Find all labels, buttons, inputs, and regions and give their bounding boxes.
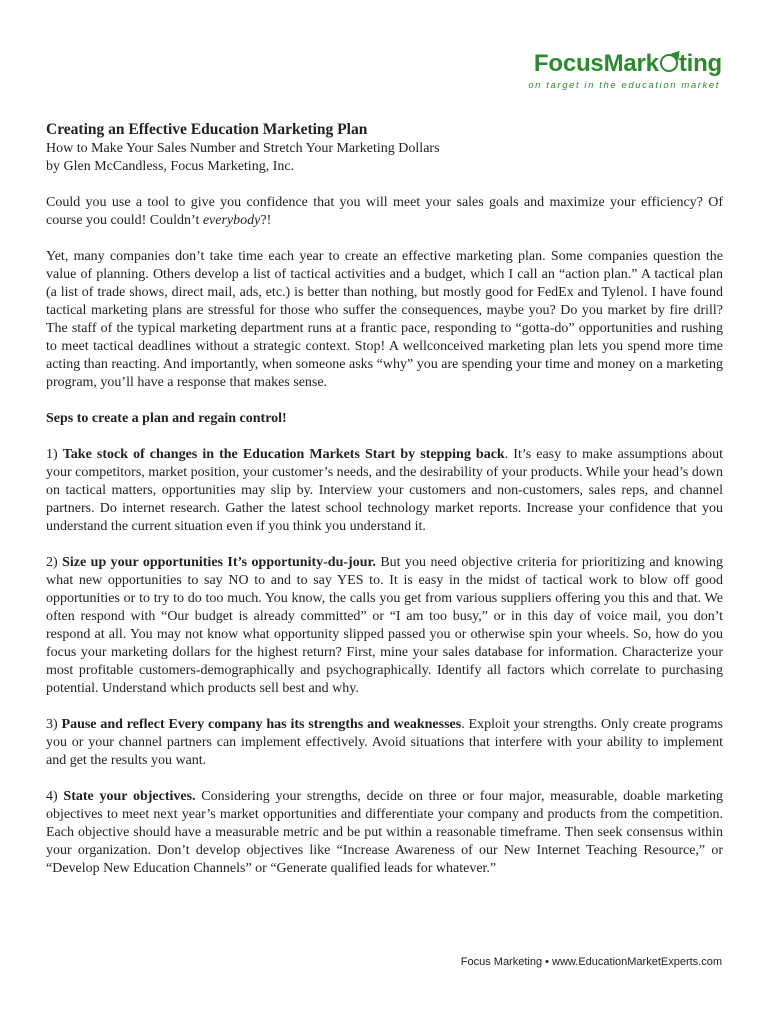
article <box>46 120 723 896</box>
step-3 <box>46 716 723 770</box>
article-byline: by Glen McCandless, Focus Marketing, Inc. <box>46 159 295 174</box>
page-footer <box>461 956 722 968</box>
logo-text-part2: ting <box>678 50 722 77</box>
footer-separator: • <box>542 956 553 968</box>
focus-marketing-logo <box>472 50 722 94</box>
step-number: 4) <box>46 789 64 804</box>
step-body: Considering your strengths, decide on three or four major, measurable, doable marketing objectives to meet next year’s market opportunities and differentiate your company and products from the competition. Each objective should have a measurable metric and be put within a reasonable timeframe. Then seek consensus within your organization. Don’t develop objectives like “Increase Awareness of our New Internet Teaching Resource,” or “Develop New Education Channels” or “Generate qualified leads for whatever.” <box>46 789 723 876</box>
step-number: 1) <box>46 447 63 462</box>
step-number: 2) <box>46 555 63 570</box>
logo-tagline: on target in the education market <box>528 80 720 91</box>
logo-text-part1: FocusMark <box>533 50 659 77</box>
step-4 <box>46 788 723 878</box>
article-subtitle: How to Make Your Sales Number and Stretch Your Marketing Dollars <box>46 141 440 156</box>
step-2 <box>46 554 723 698</box>
step-heading: State your objectives. <box>63 789 196 804</box>
intro-paragraph-1 <box>46 194 723 230</box>
steps-heading <box>46 410 723 428</box>
intro-p1-emphasis: everybody <box>202 213 261 228</box>
intro-paragraph-2: Yet, many companies don’t take time each year to create an effective marketing plan. Some companies question the value of planning. Others develop a list of tactical activities and a budget, which I call an “action plan.” A tactical plan (a list of trade shows, direct mail, ads, etc.) is better than nothing, but mostly good for FedEx and Tylenol. I have found tactical marketing plans are stressful for those who suffer the consequences, maybe you? Do you market by fire drill? The staff of the typical marketing department runs at a frantic pace, responding to “gotta-do” opportunities and rushing to meet tactical deadlines without a strategic context. Stop! A wellconceived marketing plan lets you spend more time acting than reacting. And importantly, when someone asks “why” you are spending your time and money on a marketing program, you’ll have a response that makes sense. <box>46 249 723 390</box>
target-icon <box>660 54 678 72</box>
footer-website-link[interactable]: www.EducationMarketExperts.com <box>552 956 722 968</box>
steps-heading-text: Seps to create a plan and regain control! <box>46 411 287 426</box>
article-header <box>46 120 723 176</box>
footer-company: Focus Marketing <box>460 956 543 968</box>
step-heading: Pause and reflect Every company has its strengths and weaknesses <box>61 717 462 732</box>
step-number: 3) <box>46 717 62 732</box>
step-body: . Exploit your strengths. Only create programs you or your channel partners can implement effectively. Avoid situations that interfere with your ability to implement and get the results you want. <box>46 717 724 768</box>
intro-p1-text: Could you use a tool to give you confidence that you will meet your sales goals and maximize your efficiency? Of course you could! Couldn’t <box>46 195 723 228</box>
step-1 <box>46 446 723 536</box>
step-heading: Take stock of changes in the Education Markets Start by stepping back <box>62 447 505 462</box>
step-heading: Size up your opportunities It’s opportunity-du-jour. <box>62 555 376 570</box>
step-body: But you need objective criteria for prioritizing and knowing what new opportunities to say NO to and to say YES to. It is easy in the midst of tactical work to blow off good opportunities or to try to do too much. You know, the calls you get from various suppliers offering you this and that. We often respond with “Our budget is already committed” or “I am too busy,” or in this day of voice mail, you don’t respond at all. You may not know what opportunity slipped passed you or otherwise spin your wheels. So, how do you focus your marketing dollars for the highest return? First, mine your sales database for information. Characterize your most profitable customers-demographically and psychographically. Identify all factors which correlate to purchasing potential. Understand which products sell best and why. <box>46 555 723 696</box>
article-title: Creating an Effective Education Marketing Plan <box>46 121 368 138</box>
step-body: . It’s easy to make assumptions about your competitors, market position, your customer’s needs, and the desirability of your products. While your head’s down on tactical matters, opportunities may slip by. Interview your customers and non-customers, sales reps, and channel partners. Do internet research. Gather the latest school technology market reports. Increase your confidence that you understand the current situation even if you think you understand it. <box>46 447 723 534</box>
logo-wordmark <box>534 50 722 78</box>
intro-p1-end: ?! <box>260 213 272 228</box>
